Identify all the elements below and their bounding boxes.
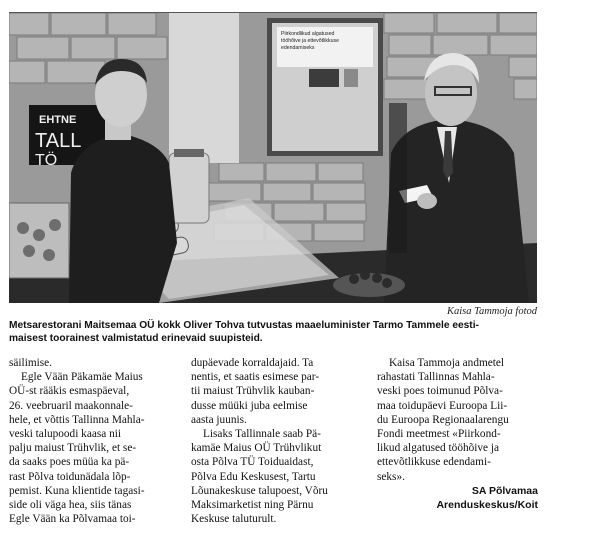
text-line: Maksimarketist ning Pärnu — [191, 499, 314, 512]
text-line: dusse müüki juba eelmise — [191, 399, 308, 412]
text-line: da saaks poes müüa ka pä- — [9, 456, 130, 469]
article-column-3 — [377, 356, 538, 484]
photo-illustration — [9, 13, 537, 303]
text-line: nentis, et saatis esimese par- — [191, 371, 320, 384]
paragraph — [9, 370, 175, 526]
text-line: Lõunakeskuse talupoest, Võru — [191, 484, 328, 497]
text-line: Kaisa Tammoja andmetel — [389, 357, 505, 369]
caption-line: Metsarestorani Maitsemaa OÜ kokk Oliver Tohva tutvustas maaeluminister Tarmo Tammele eesti- — [9, 320, 479, 331]
poster-text-1: Piirkondlikud algatused — [281, 31, 335, 37]
text-line: likud algatused tööhõive ja — [377, 442, 500, 455]
text-line: du Euroopa Regionaalarengu — [377, 413, 509, 426]
paragraph — [191, 356, 361, 427]
text-line: side oli väga hea, siis tänas — [9, 499, 132, 512]
article-column-1 — [9, 356, 175, 526]
shop-sign-line-1: EHTNE — [39, 114, 77, 126]
shop-sign-line-2: TALL — [35, 130, 82, 152]
text-line: maa toidupäevi Euroopa Lii- — [377, 399, 508, 412]
text-line: Lisaks Tallinnale saab Pä- — [203, 428, 321, 441]
paragraph — [377, 356, 538, 484]
text-line: Keskuse taluturult. — [191, 513, 277, 526]
signature-line-2: Arenduskeskus/Koit — [436, 499, 538, 511]
signature-line-1: SA Põlvamaa — [471, 485, 538, 497]
text-line: dupäevade korraldajaid. Ta — [191, 357, 314, 369]
shop-sign-line-3: TÖ — [35, 152, 58, 169]
text-line: aasta juunis. — [191, 413, 247, 426]
text-line: Põlva Edu Keskusest, Tartu — [191, 470, 316, 483]
photo-caption — [9, 319, 539, 345]
caption-line: maisest toorainest valmistatud erinevaid suupisteid. — [9, 333, 263, 344]
paragraph — [9, 356, 175, 370]
text-line: pemist. Kuna klientide tagasi- — [9, 484, 145, 497]
text-line: veski talupoodi kaasa nii — [9, 428, 122, 441]
text-line: OÜ-st rääkis esmaspäeval, — [9, 385, 130, 398]
text-line: veski poes toimunud Põlva- — [377, 385, 503, 398]
text-line: rast Põlva toidunädala lõp- — [9, 470, 131, 483]
text-line: Egle Vään Päkamäe Maius — [21, 371, 143, 384]
author-signature — [436, 484, 538, 512]
text-line: seks». — [377, 470, 405, 483]
photo-credit: Kaisa Tammoja fotod — [446, 306, 537, 317]
text-line: säilimise. — [9, 357, 52, 369]
text-line: 26. veebruaril maakonnale- — [9, 399, 133, 412]
text-line: kamäe Maius OÜ Trühvlikut — [191, 442, 322, 455]
text-line: Egle Vään ka Põlvamaa toi- — [9, 513, 136, 526]
text-line: ettevõtlikkuse edendami- — [377, 456, 491, 469]
text-line: palju maiust Trühvlik, et se- — [9, 442, 137, 455]
text-line: hele, et võttis Tallinna Mahla- — [9, 413, 145, 426]
text-line: rahastati Tallinnas Mahla- — [377, 371, 495, 384]
text-line: Fondi meetmest «Piirkond- — [377, 428, 501, 441]
text-line: tii maiust Trühvlik kauban- — [191, 385, 315, 398]
news-photo — [9, 12, 537, 303]
article-column-2 — [191, 356, 361, 526]
text-line: osta Põlva TÜ Toiduaidast, — [191, 456, 314, 469]
poster-text-3: edendamiseks — [281, 45, 315, 51]
paragraph — [191, 427, 361, 526]
eu-flag-icon — [309, 69, 339, 87]
poster-text-2: tööhõive ja ettevõtlikkuse — [281, 38, 339, 44]
